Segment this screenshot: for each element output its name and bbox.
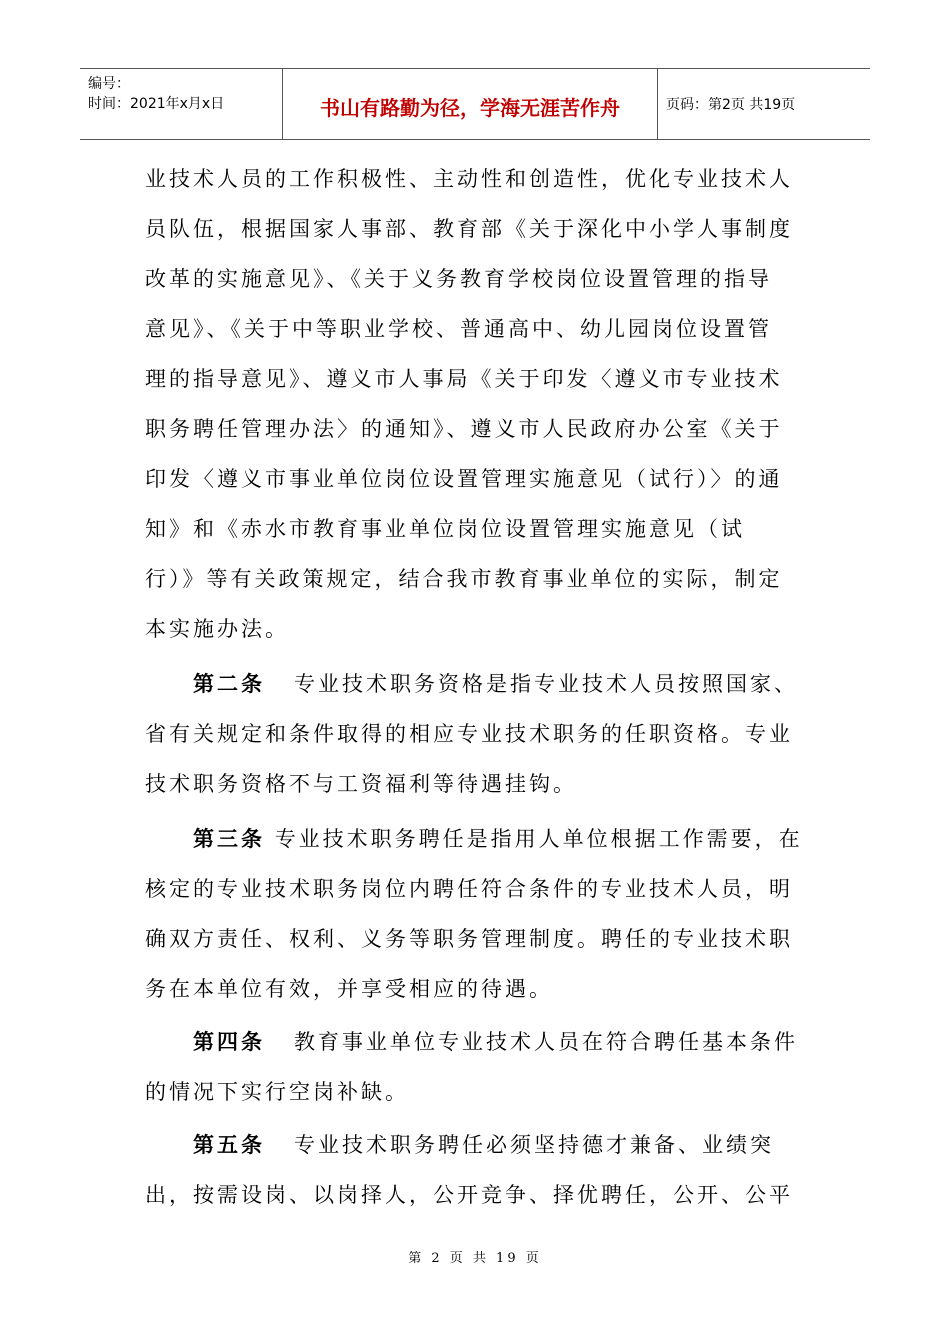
article-3-text: 专业技术职务聘任是指用人单位根据工作需要，在 [274, 827, 803, 851]
paragraph-line: 本实施办法。 [145, 617, 289, 641]
paragraph-line: 行）》等有关政策规定，结合我市教育事业单位的实际，制定 [145, 567, 783, 591]
paragraph-line: 确双方责任、权利、义务等职务管理制度。聘任的专业技术职 [145, 927, 793, 951]
document-number-label: 编号： [88, 76, 130, 92]
header-page-cell [658, 69, 870, 139]
paragraph-line: 理的指导意见》、遵义市人事局《关于印发〈遵义市专业技术 [145, 367, 783, 391]
article-3-label: 第三条 [193, 827, 265, 851]
paragraph-line: 省有关规定和条件取得的相应专业技术职务的任职资格。专业 [145, 722, 793, 746]
header-meta-cell [80, 69, 283, 139]
paragraph-line: 意见》、《关于中等职业学校、普通高中、幼儿园岗位设置管 [145, 317, 772, 341]
paragraph-line: 知》和《赤水市教育事业单位岗位设置管理实施意见（试 [145, 517, 745, 541]
article-4-label: 第四条 [193, 1030, 265, 1054]
paragraph-line: 印发〈遵义市事业单位岗位设置管理实施意见（试行）〉的通 [145, 467, 783, 491]
paragraph-line: 出，按需设岗、以岗择人，公开竞争、择优聘任，公开、公平 [145, 1183, 793, 1207]
article-3-first-line [193, 823, 803, 853]
page-footer: 第 2 页 共 19 页 [408, 1251, 542, 1266]
paragraph-line: 技术职务资格不与工资福利等待遇挂钩。 [145, 772, 577, 796]
paragraph-line: 改革的实施意见》、《关于义务教育学校岗位设置管理的指导 [145, 267, 772, 291]
article-5-label: 第五条 [193, 1133, 265, 1157]
article-5-text: 专业技术职务聘任必须坚持德才兼备、业绩突 [294, 1133, 775, 1157]
paragraph-line: 的情况下实行空岗补缺。 [145, 1080, 409, 1104]
page-header [80, 68, 870, 140]
article-2-label: 第二条 [193, 672, 265, 696]
article-2-first-line [193, 668, 798, 698]
article-4-text: 教育事业单位专业技术人员在符合聘任基本条件 [294, 1030, 799, 1054]
header-motto-cell [283, 69, 658, 139]
paragraph-line: 务在本单位有效，并享受相应的待遇。 [145, 977, 553, 1001]
paragraph-line: 业技术人员的工作积极性、主动性和创造性，优化专业技术人 [145, 167, 793, 191]
paragraph-line: 职务聘任管理办法〉的通知》、遵义市人民政府办公室《关于 [145, 417, 783, 441]
article-5-first-line [193, 1129, 774, 1159]
paragraph-line: 核定的专业技术职务岗位内聘任符合条件的专业技术人员，明 [145, 877, 793, 901]
article-2-text: 专业技术职务资格是指专业技术人员按照国家、 [294, 672, 799, 696]
header-motto: 书山有路勤为径，学海无涯苦作舟 [320, 96, 620, 120]
document-time-label: 时间：2021年x月x日 [88, 96, 225, 112]
article-4-first-line [193, 1026, 798, 1056]
header-page-info: 页码：第2页 共19页 [666, 97, 796, 113]
paragraph-line: 员队伍，根据国家人事部、教育部《关于深化中小学人事制度 [145, 217, 793, 241]
